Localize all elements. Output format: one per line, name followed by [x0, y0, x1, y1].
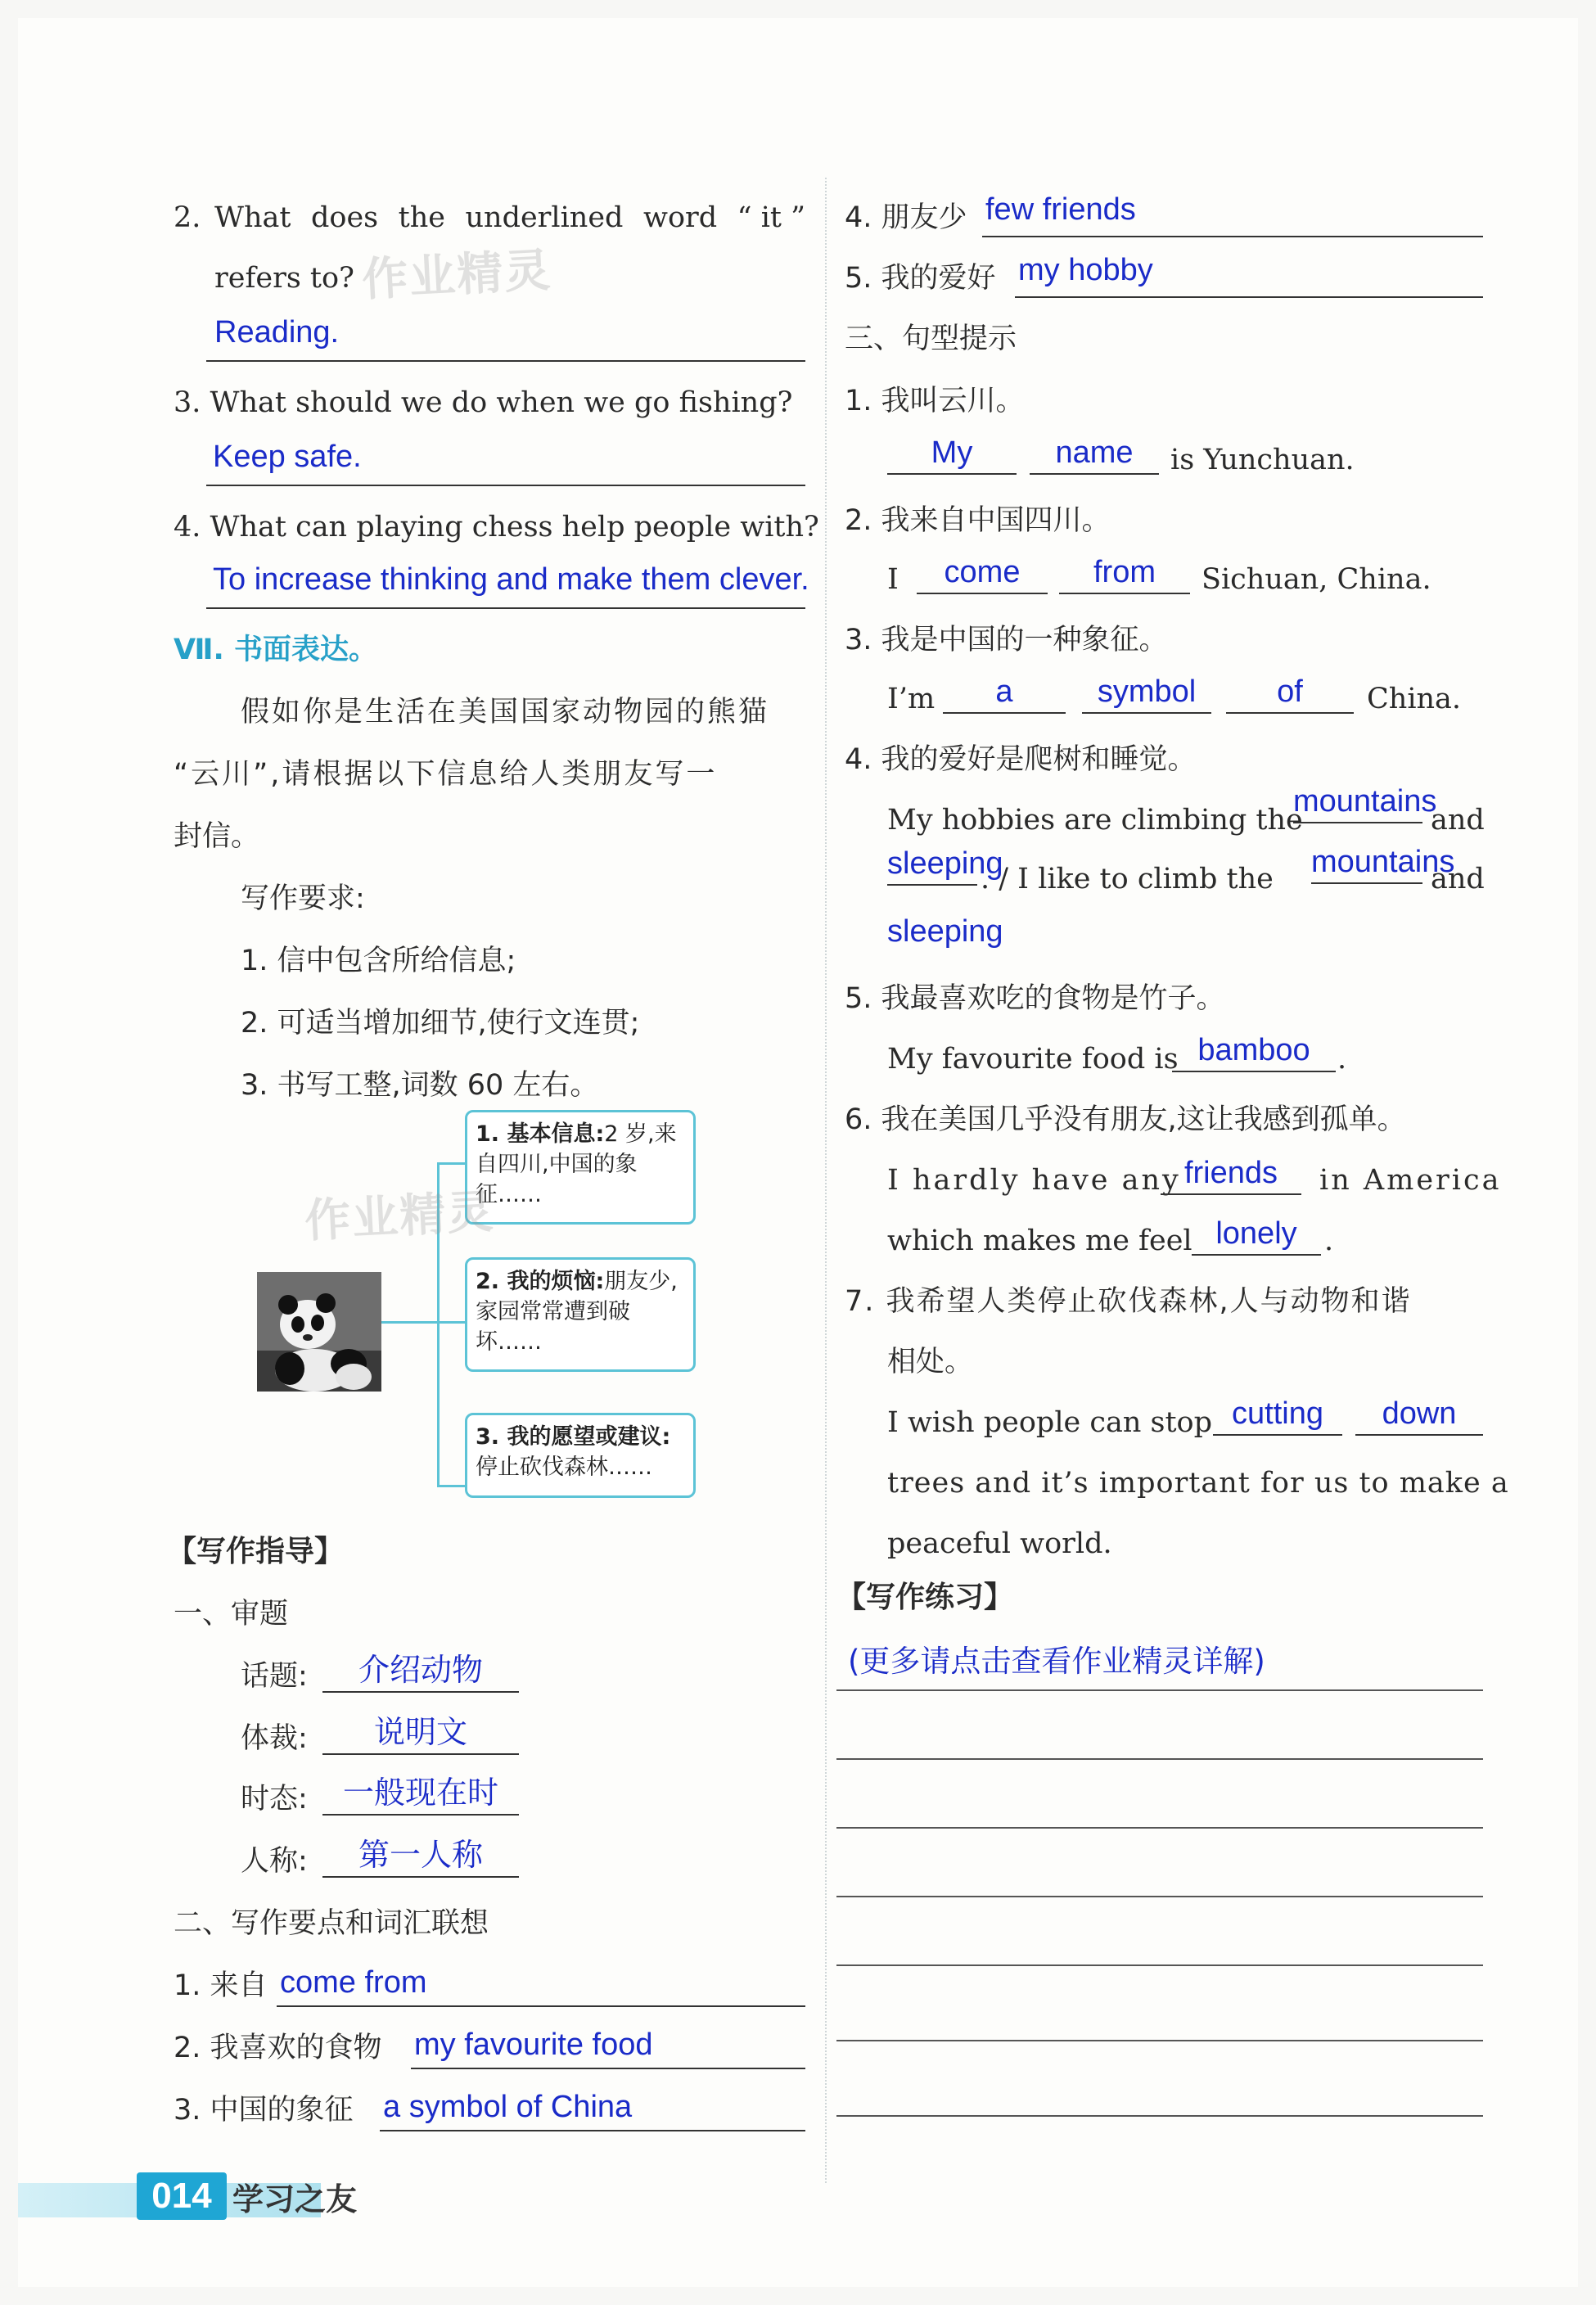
answer-underline	[206, 485, 805, 486]
q2-number: 2.	[174, 201, 201, 234]
connector-line	[437, 1485, 467, 1487]
info-box-wishes	[465, 1413, 696, 1498]
sentence-5-cn: 5. 我最喜欢吃的食物是竹子。	[845, 982, 1225, 1015]
sentence-7-cn: 相处。	[887, 1346, 974, 1378]
watermark: 作业精灵	[303, 1184, 496, 1249]
sentence-3-cn: 3. 我是中国的一种象征。	[845, 624, 1168, 656]
info-box-basic	[465, 1110, 696, 1225]
sentence-text: My favourite food is	[887, 1043, 1179, 1076]
blank: a	[943, 673, 1066, 714]
q3-answer: Keep safe.	[213, 440, 362, 474]
vocab-label: 3. 中国的象征	[174, 2094, 354, 2127]
requirement-item: 2. 可适当增加细节,使行文连贯;	[241, 1007, 640, 1040]
q3-question: 3. What should we do when we go fishing?	[174, 386, 793, 419]
q2-answer: Reading.	[214, 315, 340, 350]
section-7-title: Ⅶ. 书面表达。	[174, 634, 377, 666]
answer-underline	[380, 2130, 805, 2131]
tense-label: 时态:	[241, 1783, 308, 1816]
requirement-item: 1. 信中包含所给信息;	[241, 945, 516, 977]
info-box-troubles	[465, 1257, 696, 1372]
person-label: 人称:	[241, 1845, 308, 1878]
blank: bamboo	[1172, 1031, 1336, 1072]
vocab-label: 4. 朋友少	[845, 201, 967, 234]
page	[18, 18, 1578, 2287]
answer-underline	[277, 2005, 805, 2007]
prompt-line: 封信。	[174, 820, 260, 853]
blank: down	[1355, 1395, 1483, 1436]
writing-line	[836, 1758, 1483, 1760]
connector-line	[437, 1321, 467, 1324]
panda-icon	[257, 1272, 381, 1392]
vocab-answer: come from	[280, 1965, 427, 2000]
writing-line	[836, 2115, 1483, 2117]
blank: come	[917, 553, 1048, 594]
blank: of	[1226, 673, 1354, 714]
writing-line	[836, 1689, 1483, 1691]
q2-word: the	[398, 201, 445, 234]
writing-line	[836, 1827, 1483, 1829]
vocab-label: 1. 来自	[174, 1969, 268, 2002]
tense-answer: 一般现在时	[322, 1775, 519, 1816]
writing-line	[836, 2040, 1483, 2041]
guide-section-1: 一、审题	[174, 1598, 289, 1631]
vocab-answer: a symbol of China	[383, 2090, 633, 2124]
blank-answer: sleeping	[887, 914, 1003, 949]
sentence-7-cn: 7. 我希望人类停止砍伐森林,人与动物和谐	[845, 1285, 1412, 1318]
requirements-title: 写作要求:	[241, 882, 365, 915]
sentence-text: .	[1324, 1225, 1334, 1257]
sentence-text: peaceful world.	[887, 1527, 1112, 1560]
sentence-text: Sichuan, China.	[1202, 563, 1431, 596]
answer-underline	[1015, 296, 1483, 298]
box-heading: 2. 我的烦恼:	[476, 1269, 605, 1294]
sentence-text: trees and it’s important for us to make a	[887, 1467, 1509, 1500]
book-title: 学习之友	[232, 2181, 358, 2217]
blank: sleeping	[887, 845, 977, 886]
answer-underline	[206, 607, 805, 609]
watermark: 作业精灵	[360, 243, 553, 308]
blank: symbol	[1082, 673, 1211, 714]
requirement-item: 3. 书写工整,词数 60 左右。	[241, 1069, 599, 1102]
guide-section-3: 三、句型提示	[845, 323, 1017, 355]
sentence-text: I’m	[887, 683, 936, 715]
sentence-text: I wish people can stop	[887, 1406, 1212, 1439]
sentence-text: China.	[1367, 683, 1462, 715]
q2-word: underlined	[465, 201, 624, 234]
prompt-line: 假如你是生活在美国国家动物园的熊猫	[241, 696, 770, 728]
topic-label: 话题:	[241, 1660, 308, 1693]
writing-line	[836, 1964, 1483, 1966]
q2-question-line2: refers to?	[214, 262, 354, 295]
sentence-1-cn: 1. 我叫云川。	[845, 385, 1025, 417]
vocab-answer: my favourite food	[414, 2028, 653, 2062]
q2-word: word	[642, 201, 718, 234]
sentence-6-cn: 6. 我在美国几乎没有朋友,这让我感到孤单。	[845, 1103, 1406, 1136]
sentence-text: in America	[1319, 1164, 1502, 1197]
sentence-text: and	[1431, 804, 1485, 837]
blank: cutting	[1213, 1395, 1342, 1436]
q2-word: does	[310, 201, 379, 234]
blank: lonely	[1192, 1215, 1321, 1256]
topic-answer: 介绍动物	[322, 1652, 519, 1693]
box-heading: 3. 我的愿望或建议:	[476, 1424, 671, 1450]
writing-guide-title: 【写作指导】	[167, 1535, 345, 1568]
sentence-text: . / I like to climb the	[981, 863, 1274, 895]
prompt-line: “云川”,请根据以下信息给人类朋友写一	[174, 758, 718, 791]
person-answer: 第一人称	[322, 1837, 519, 1878]
vocab-label: 5. 我的爱好	[845, 262, 996, 295]
box-text: 停止砍伐森林……	[476, 1455, 652, 1480]
page-number: 014	[137, 2172, 227, 2220]
practice-answer: (更多请点击查看作业精灵详解)	[848, 1644, 1265, 1679]
column-divider	[825, 178, 827, 2183]
vocab-label: 2. 我喜欢的食物	[174, 2032, 382, 2064]
connector-line	[381, 1321, 439, 1324]
box-text: 2 岁,来自四川,中国的象征……	[476, 1121, 677, 1207]
sentence-text: which makes me feel	[887, 1225, 1192, 1257]
sentence-text: is Yunchuan.	[1170, 444, 1355, 476]
answer-underline	[411, 2068, 805, 2069]
answer-underline	[982, 236, 1483, 237]
panda-photo	[257, 1272, 381, 1392]
q2-word: What	[214, 201, 291, 234]
genre-label: 体裁:	[241, 1722, 308, 1755]
writing-practice-title: 【写作练习】	[836, 1581, 1014, 1614]
blank: name	[1030, 434, 1159, 475]
sentence-text: .	[1337, 1043, 1347, 1076]
sentence-text: I	[887, 563, 899, 596]
blank: mountains	[1293, 783, 1422, 823]
q2-word: “ it ”	[737, 201, 805, 234]
q4-question: 4. What can playing chess help people with?	[174, 511, 819, 544]
connector-line	[437, 1162, 467, 1165]
writing-line	[836, 1896, 1483, 1897]
q4-answer: To increase thinking and make them clever.	[213, 562, 809, 597]
box-heading: 1. 基本信息:	[476, 1121, 605, 1147]
genre-answer: 说明文	[322, 1714, 519, 1755]
sentence-text: and	[1431, 863, 1485, 895]
guide-section-2: 二、写作要点和词汇联想	[174, 1907, 489, 1940]
blank: friends	[1161, 1154, 1301, 1195]
blank: mountains	[1311, 843, 1422, 884]
answer-underline	[206, 360, 805, 362]
sentence-text: My hobbies are climbing the	[887, 804, 1303, 837]
vocab-answer: my hobby	[1018, 253, 1153, 287]
blank: My	[887, 434, 1017, 475]
sentence-4-cn: 4. 我的爱好是爬树和睡觉。	[845, 743, 1197, 776]
blank: from	[1059, 553, 1190, 594]
sentence-text: I hardly have any	[887, 1164, 1181, 1197]
sentence-2-cn: 2. 我来自中国四川。	[845, 504, 1111, 537]
vocab-answer: few friends	[985, 192, 1136, 227]
q2-question-line1	[214, 200, 805, 236]
box-text: 朋友少,家园常常遭到破坏……	[476, 1269, 678, 1355]
